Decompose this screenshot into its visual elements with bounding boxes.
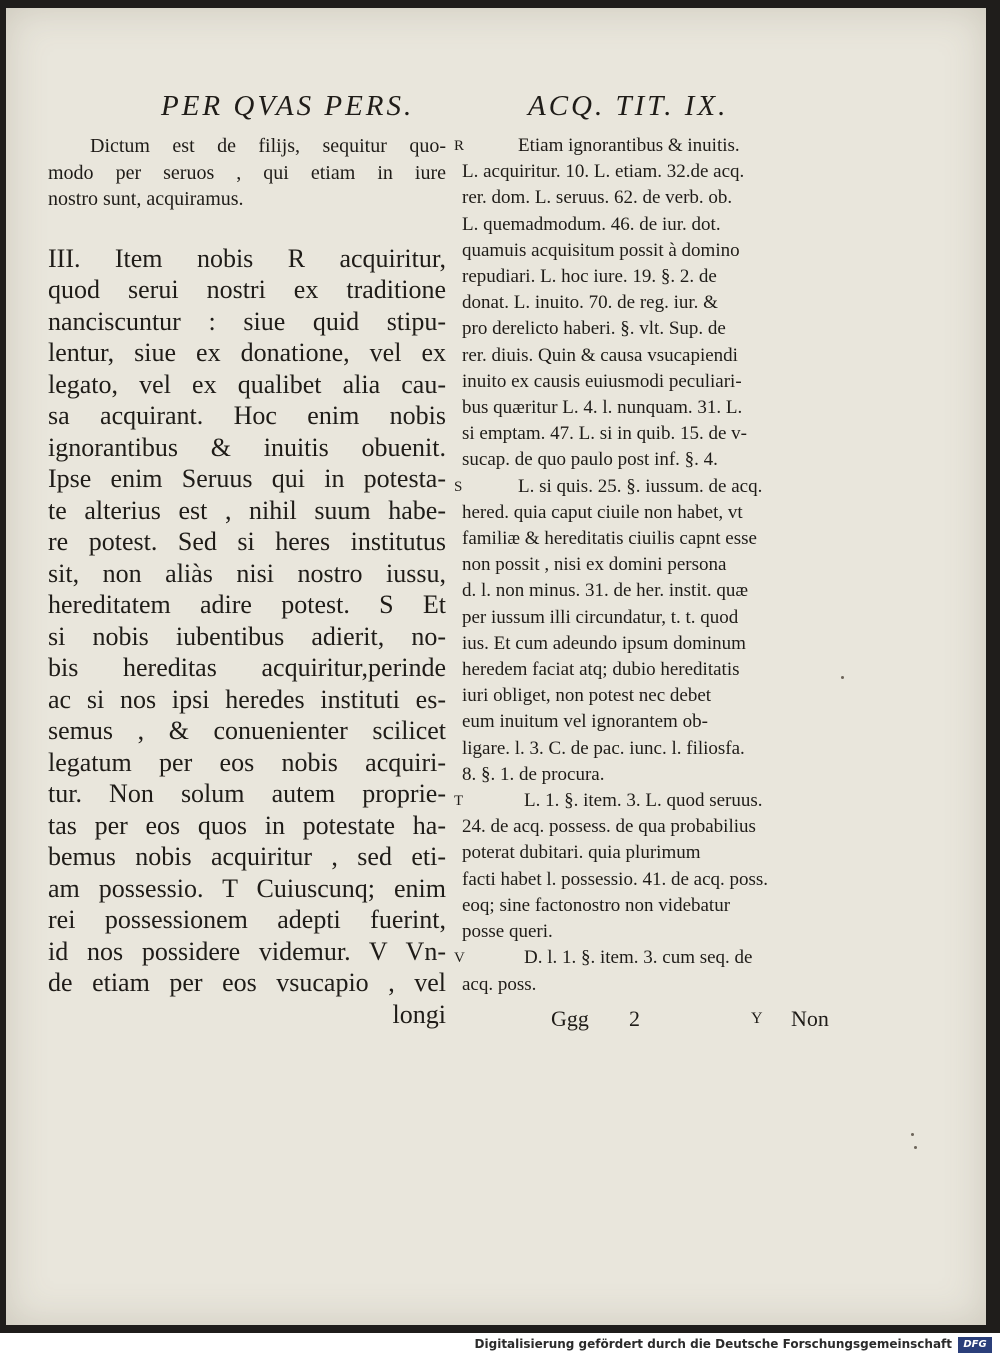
text-line: rei possessionem adepti fuerint, [48, 905, 446, 934]
note-line: 8. §. 1. de procura. [462, 763, 605, 785]
note-line: L. acquiritur. 10. L. etiam. 32.de acq. [462, 161, 745, 183]
note-t [454, 788, 839, 945]
note-line: 24. de acq. possess. de qua probabilius [462, 816, 756, 838]
note-line: facti habet l. possessio. 41. de acq. poss. [462, 868, 769, 890]
text-line: nanciscuntur : siue quid stipu- [48, 306, 446, 336]
dfg-logo-icon: DFG [958, 1337, 992, 1353]
paper-speck [841, 676, 844, 679]
note-line: repudiari. L. hoc iure. 19. §. 2. de [462, 266, 717, 288]
funding-note: Digitalisierung gefördert durch die Deutsche Forschungsgemeinschaft [474, 1337, 952, 1351]
text-line: sit, non aliàs nisi nostro iussu, [48, 558, 446, 588]
text-line: legatum per eos nobis acquiri- [48, 747, 446, 777]
main-column [48, 133, 446, 1030]
text-line: Ipse enim Seruus qui in potesta- [48, 464, 446, 493]
paper-speck [914, 1146, 917, 1149]
note-line: non possit , nisi ex domini persona [462, 554, 727, 576]
signature-number: 2 [629, 1006, 640, 1031]
text-line: III. Item nobis R acquiritur, [48, 243, 446, 273]
text-line: legato, vel ex qualibet alia cau- [48, 369, 446, 399]
text-line: id nos possidere videmur. V Vn- [48, 936, 446, 966]
text-line: tur. Non solum autem proprie- [48, 779, 446, 808]
note-line: L. si quis. 25. §. iussum. de acq. [518, 475, 763, 497]
intro-line: modo per seruos , qui etiam in iure [48, 161, 446, 184]
text-line: lentur, siue ex donatione, vel ex [48, 338, 446, 367]
note-line: L. 1. §. item. 3. L. quod seruus. [524, 790, 763, 812]
note-line: eum inuitum vel ignorantem ob- [462, 711, 708, 733]
text-line: bemus nobis acquiritur , sed eti- [48, 842, 446, 871]
note-line: iuri obliget, non potest nec debet [462, 685, 712, 707]
note-line: D. l. 1. §. item. 3. cum seq. de [524, 947, 753, 969]
note-v [454, 945, 839, 997]
text-line: de etiam per eos vsucapio , vel [48, 968, 446, 997]
note-line: familiæ & hereditatis ciuilis capnt esse [462, 528, 757, 550]
catchword: Non [791, 1006, 829, 1031]
note-marker: S [454, 478, 463, 495]
text-line: quod serui nostri ex traditione [48, 275, 446, 304]
note-line: ligare. l. 3. C. de pac. iunc. l. filiosfa. [462, 737, 745, 759]
text-line: longi [392, 999, 446, 1029]
note-line: Etiam ignorantibus & inuitis. [518, 135, 740, 156]
notes-column [454, 133, 839, 998]
text-line: ignorantibus & inuitis obuenit. [48, 432, 446, 462]
note-line: pro derelicto haberi. §. vlt. Sup. de [462, 318, 726, 340]
note-line: hered. quia caput ciuile non habet, vt [462, 501, 743, 523]
text-line: am possessio. T Cuiuscunq; enim [48, 873, 446, 903]
note-line: heredem faciat atq; dubio hereditatis [462, 659, 740, 681]
text-line: re potest. Sed si heres institutus [48, 527, 446, 556]
text-line: te alterius est , nihil suum habe- [48, 495, 446, 525]
note-line: si emptam. 47. L. si in quib. 15. de v- [462, 423, 747, 445]
text-line: semus , & conuenienter scilicet [48, 716, 446, 745]
text-line: si nobis iubentibus adierit, no- [48, 621, 446, 651]
book-page [6, 8, 986, 1325]
note-line: inuito ex causis euiusmodi peculiari- [462, 370, 742, 392]
text-line: hereditatem adire potest. S Et [48, 590, 446, 619]
running-header [161, 90, 771, 124]
note-line: donat. L. inuito. 70. de reg. iur. & [462, 292, 718, 314]
text-line: tas per eos quos in potestate ha- [48, 810, 446, 840]
text-line: ac si nos ipsi heredes instituti es- [48, 684, 446, 714]
note-line: per iussum illi circundatur, t. t. quod [462, 606, 739, 628]
note-line: quamuis acquisitum possit à domino [462, 239, 740, 261]
note-line: eoq; sine factonostro non videbatur [462, 894, 731, 916]
signature-line [551, 1006, 841, 1036]
note-line: d. l. non minus. 31. de her. instit. quæ [462, 580, 749, 602]
note-s [454, 474, 839, 788]
paper-speck [911, 1133, 914, 1136]
note-marker: T [454, 793, 464, 810]
intro-paragraph [48, 133, 446, 213]
note-marker: V [454, 950, 465, 967]
intro-line: Dictum est de filijs, sequitur quo- [90, 135, 446, 157]
note-line: bus quæritur L. 4. l. nunquam. 31. L. [462, 397, 743, 419]
note-r [454, 133, 839, 474]
main-paragraph [48, 243, 446, 1031]
running-header-left: PER QVAS PERS. [161, 90, 415, 122]
note-marker: R [454, 138, 465, 154]
note-line: sucap. de quo paulo post inf. §. 4. [462, 449, 718, 471]
note-line: ius. Et cum adeundo ipsum dominum [462, 632, 746, 654]
note-line: L. quemadmodum. 46. de iur. dot. [462, 213, 721, 235]
note-line: rer. dom. L. seruus. 62. de verb. ob. [462, 187, 733, 209]
text-line: bis hereditas acquiritur,perinde [48, 653, 446, 682]
running-header-right: ACQ. TIT. IX. [528, 90, 729, 122]
text-line: sa acquirant. Hoc enim nobis [48, 401, 446, 430]
catchword-marker: Y [751, 1010, 763, 1027]
note-line: rer. diuis. Quin & causa vsucapiendi [462, 344, 738, 366]
note-line: posse queri. [462, 921, 553, 943]
digitization-footer [0, 1333, 1000, 1359]
note-line: acq. poss. [462, 973, 537, 995]
intro-line: nostro sunt, acquiramus. [48, 188, 244, 210]
note-line: poterat dubitari. quia plurimum [462, 842, 701, 864]
signature-mark: Ggg [551, 1006, 589, 1031]
